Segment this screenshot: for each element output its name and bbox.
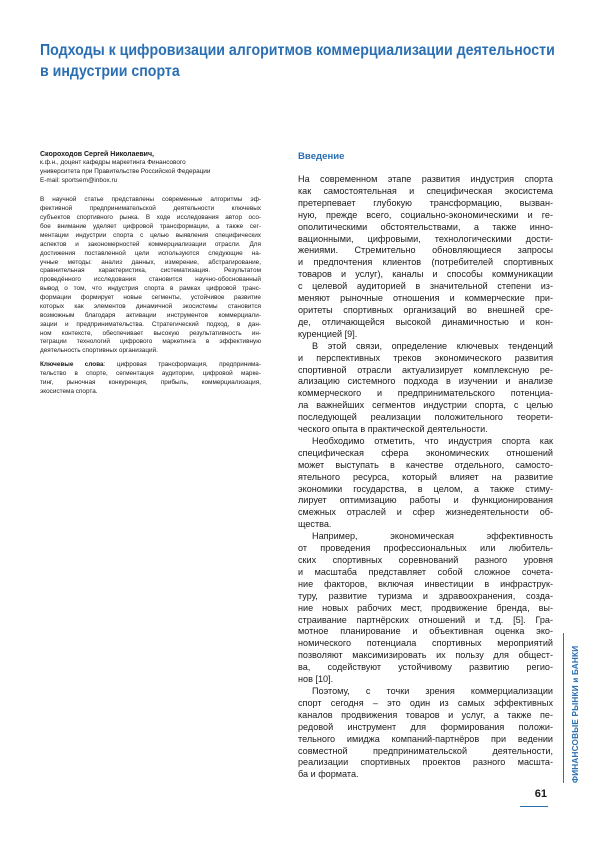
body-line: последующей реализации положительного теорети- [298, 412, 553, 423]
body-line: ятельного ресурса, который влияет на развитие [298, 471, 553, 482]
article-title [40, 40, 555, 82]
body-line: оритеты спортивных организаций во внешней сре- [298, 304, 553, 315]
body-line: как самостоятельная и специфическая экосистема [298, 185, 553, 196]
abstract-line: В научной статье представлены современные алгоритмы эф- [40, 196, 261, 204]
body-line: страивание партнёрских отношений и т.д. [5]. Гра- [298, 614, 553, 625]
keywords-line: тинг, рыночная конкуренция, прибыль, коммерциализация, [40, 378, 261, 386]
body-line: спортивной отрасли актуализирует комплексную ре- [298, 364, 553, 375]
body-line: и предпочтения клиентов (потребителей спортивных [298, 257, 553, 268]
body-line: Поэтому, с точки зрения коммерциализации [312, 685, 553, 696]
keywords-line: экосистема спорта. [40, 387, 98, 395]
page-rule [520, 806, 548, 807]
body-line: специфическая сфера экономических отношений [298, 447, 553, 458]
body-line: ополитическими обстоятельствами, а также инно- [298, 221, 553, 232]
body-line: смежных отраслей и сфер жизнедеятельности об- [298, 507, 553, 518]
body-line: туру, развитие туризма и здравоохранения, созда- [298, 590, 553, 601]
body-line: нов [10]. [298, 674, 334, 685]
abstract-line: зации и предпринимательства. Стратегический подход, в дан- [40, 320, 261, 328]
abstract-line: достижения поставленной цели используются следующие на- [40, 249, 261, 257]
body-line: На современном этапе развития индустрия спорта [298, 174, 553, 184]
body-line: от проведения профессиональных или любитель- [298, 543, 553, 554]
abstract-line: учные методы: анализ данных, измерение, абстрагирование, [40, 258, 261, 266]
abstract-line: проведённого исследования становится научно-обоснованный [40, 276, 261, 284]
abstract-line: ментации индустрии спорта с целью выявления специфических [40, 231, 261, 239]
keywords-label: Ключевые слова [40, 361, 104, 369]
right-column [298, 151, 553, 781]
abstract-line: которых как элементов динамичной экосистемы становится [40, 302, 261, 310]
abstract-line: деятельность спортивных организаций. [40, 347, 158, 355]
body-line: коммерческого и предпринимательского потенциа- [298, 388, 553, 399]
body-line: позволяют максимизировать их пользу для общест- [298, 650, 553, 661]
body-line: ние факторов, включая инвестиции в инфраструк- [298, 578, 553, 589]
body-line: куренцией [9]. [298, 328, 358, 339]
body-line: меняют рыночные отношения и коммерческие при- [298, 293, 553, 304]
body-line: де, отличающейся высокой динамичностью и кон- [298, 316, 553, 327]
abstract-line: сравнительная характеристика, систематизация. Результатом [40, 267, 261, 275]
body-line: ва, содействуют устойчивому развитию регио- [298, 662, 553, 673]
page-number: 61 [534, 788, 547, 800]
abstract-line: теграции технологий цифрового маркетинга в эффективную [40, 338, 261, 346]
body-line: щества. [298, 519, 332, 530]
abstract-line: вывод о том, что индустрия спорта в рамках цифровой транс- [40, 285, 261, 293]
section-heading: Введение [298, 151, 345, 162]
keywords-line: тельство в спорте, сегментация аудитории, цифровой марке- [40, 370, 261, 378]
keywords-rest [40, 370, 261, 395]
body-line: с целевой аудиторией в значительной степени из- [298, 281, 553, 292]
abstract [40, 196, 261, 356]
abstract-line: бое внимание уделяет цифровой трансформации, а также сег- [40, 223, 261, 231]
body-line: каналов продвижения товаров и услуг, а также пе- [298, 709, 553, 720]
abstract-line: формации формирует новые сегменты, устойчивое развитие [40, 294, 261, 302]
body-line: ную, прежде всего, социально-экономическими и ге- [298, 209, 553, 220]
body-line: номического потенциала спортивных мероприятий [298, 638, 553, 649]
body-line: редовой инструмент для формирования положи- [298, 721, 553, 732]
body-line: претерпевает глубокую трансформацию, вызван- [298, 197, 553, 208]
body-line: реализации спортивных проектов разного масшта- [298, 757, 553, 768]
body-line: Например, экономическая эффективность [312, 531, 553, 542]
section-body [298, 174, 553, 781]
keywords-text: : цифровая трансформация, предпринима- [103, 361, 261, 369]
body-line: совместной предпринимательской деятельности, [298, 745, 553, 756]
body-line: ла важнейших сегментов индустрии спорта, с целью [298, 400, 553, 411]
abstract-line: ном контексте, обеспечивает высокую результативность ин- [40, 329, 261, 337]
body-line: Необходимо отметить, что индустрия спорта как [312, 435, 553, 446]
title-line: в индустрии спорта [40, 63, 180, 80]
body-paragraph [298, 174, 553, 341]
body-line: вационными, цифровыми, технологическими дости- [298, 233, 553, 244]
left-column [40, 150, 261, 395]
abstract-line: субъектов спортивного рынка. В ходе исследования автор осо- [40, 214, 261, 222]
body-line: экономики государства, в целом, а также стиму- [298, 483, 553, 494]
body-line: спорт сегодня – это один из самых эффективных [298, 697, 553, 708]
keywords [40, 361, 261, 395]
journal-section-label: ФИНАНСОВЫЕ РЫНКИ и БАНКИ [571, 645, 580, 783]
body-line: лирует оптимизацию работы и функционирования [298, 495, 553, 506]
body-paragraph [298, 531, 553, 686]
body-line: и масштаба представляет собой сложное сочета- [298, 566, 553, 577]
title-line: Подходы к цифровизации алгоритмов коммерциализации деятельности [40, 42, 555, 59]
body-line: и перспективных треков экономического развития [298, 352, 553, 363]
body-paragraph [298, 341, 553, 436]
body-line: жениями. Стремительно обновляющиеся запросы [298, 245, 553, 256]
abstract-line: аспектов и закономерностей коммерциализации отрасли. Для [40, 240, 261, 248]
body-line: может выступать в качестве отдельного, самосто- [298, 459, 553, 470]
author-name: Скороходов Сергей Николаевич, [40, 151, 154, 158]
body-line: ние новых рабочих мест, продвижение бренда, вы- [298, 602, 553, 613]
body-line: тельного имиджа компаний-партнёров при ведении [298, 733, 553, 744]
abstract-line: возможным благодаря активации инструментов коммерциали- [40, 311, 261, 319]
abstract-line: фективной предпринимательской деятельности ключевых [40, 205, 261, 213]
body-paragraph [298, 436, 553, 531]
body-line: В этой связи, определение ключевых тенденций [312, 340, 553, 351]
body-paragraph [298, 686, 553, 781]
author-affiliation: университета при Правительстве Российской Федерации [40, 167, 211, 175]
author-email: E-mail: sportsem@inbox.ru [40, 176, 118, 184]
body-line: ализацию системного подхода в изучении и анализе [298, 376, 553, 387]
keywords-line [40, 361, 261, 370]
body-line: товаров и услуг), каналы и способы коммуникации [298, 269, 553, 280]
body-line: ческого опыта в практической деятельности. [298, 424, 488, 435]
body-line: ских спортивных соревнований разного уровня [298, 555, 553, 565]
author-affiliation: к.ф.н., доцент кафедры маркетинга Финансового [40, 159, 186, 166]
body-line: ба и формата. [298, 769, 359, 780]
body-line: мотное планирование и объективная оценка эко- [298, 626, 553, 637]
